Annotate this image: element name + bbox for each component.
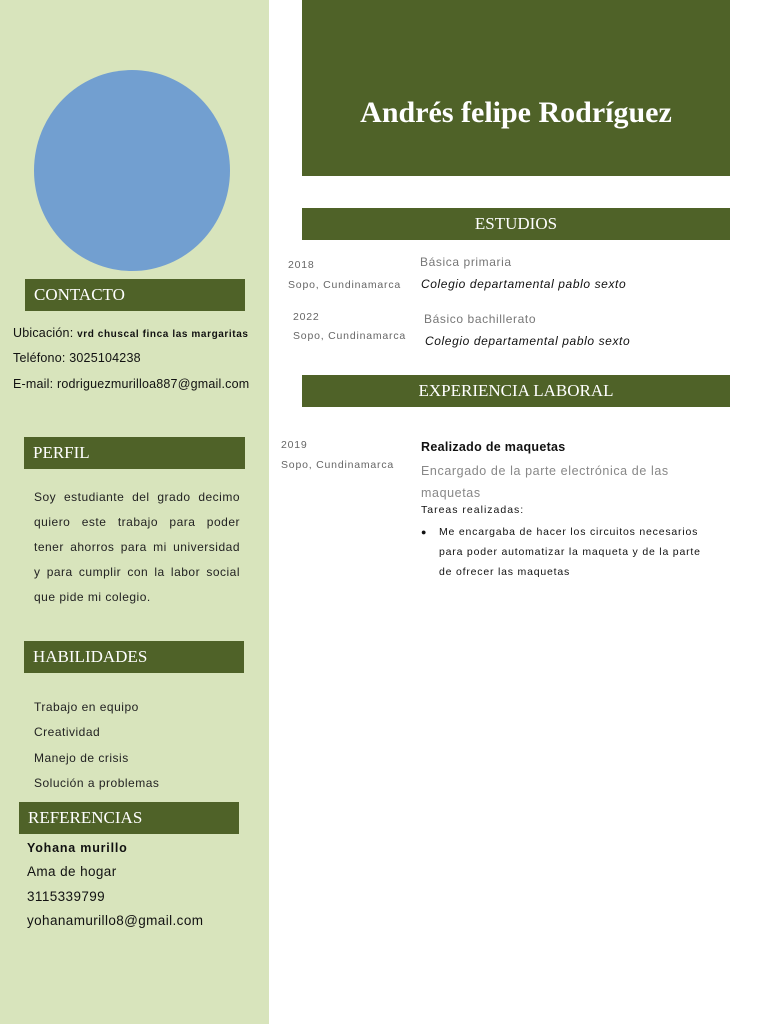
education-year: 2018 <box>288 259 315 271</box>
education-school: Colegio departamental pablo sexto <box>421 277 627 291</box>
profile-text: Soy estudiante del grado decimo quiero este trabajo para poder tener ahorros para mi universidad y para cumplir con la labor social que pide mi colegio. <box>34 490 240 604</box>
contact-location <box>13 326 249 340</box>
email-label: E-mail: <box>13 377 54 391</box>
avatar <box>34 70 230 271</box>
phone-value: 3025104238 <box>69 351 141 365</box>
experience-task-text: Me encargaba de hacer los circuitos necesarios para poder automatizar la maqueta y de la parte de ofrecer las maquetas <box>439 526 701 578</box>
experience-title: Realizado de maquetas <box>421 440 566 454</box>
skill-item: Manejo de crisis <box>34 750 129 765</box>
education-place: Sopo, Cundinamarca <box>293 330 407 342</box>
education-title: Básico bachillerato <box>424 312 537 326</box>
contact-phone <box>13 351 141 365</box>
contact-email <box>13 377 249 391</box>
references-heading: REFERENCIAS <box>19 802 239 834</box>
bullet-icon: ● <box>421 527 428 537</box>
reference-role: Ama de hogar <box>27 864 117 879</box>
skill-item: Solución a problemas <box>34 775 160 790</box>
skills-heading: HABILIDADES <box>24 641 244 673</box>
experience-tasks-label: Tareas realizadas: <box>421 504 525 516</box>
reference-phone: 3115339799 <box>27 889 106 904</box>
location-label: Ubicación: <box>13 326 74 340</box>
experience-heading: EXPERIENCIA LABORAL <box>302 375 730 407</box>
education-place: Sopo, Cundinamarca <box>288 279 402 291</box>
name-banner <box>302 0 730 176</box>
page-title: Andrés felipe Rodríguez <box>360 96 672 129</box>
phone-label: Teléfono: <box>13 351 66 365</box>
experience-place: Sopo, Cundinamarca <box>281 459 395 471</box>
skills-list <box>34 695 159 796</box>
reference-name: Yohana murillo <box>27 841 128 855</box>
education-heading: ESTUDIOS <box>302 208 730 240</box>
sidebar <box>0 0 269 1024</box>
education-school: Colegio departamental pablo sexto <box>425 334 631 348</box>
reference-email: yohanamurillo8@gmail.com <box>27 913 204 928</box>
skill-item: Creatividad <box>34 725 101 740</box>
email-value: rodriguezmurilloa887@gmail.com <box>56 377 250 391</box>
contact-heading: CONTACTO <box>25 279 245 311</box>
experience-task <box>421 522 716 582</box>
education-year: 2022 <box>293 311 320 323</box>
experience-role: Encargado de la parte electrónica de las maquetas <box>421 464 669 500</box>
skill-item: Trabajo en equipo <box>34 700 139 714</box>
profile-heading: PERFIL <box>24 437 245 469</box>
location-value: vrd chuscal finca las margaritas <box>77 329 249 340</box>
education-title: Básica primaria <box>420 255 512 269</box>
experience-year: 2019 <box>281 439 308 451</box>
